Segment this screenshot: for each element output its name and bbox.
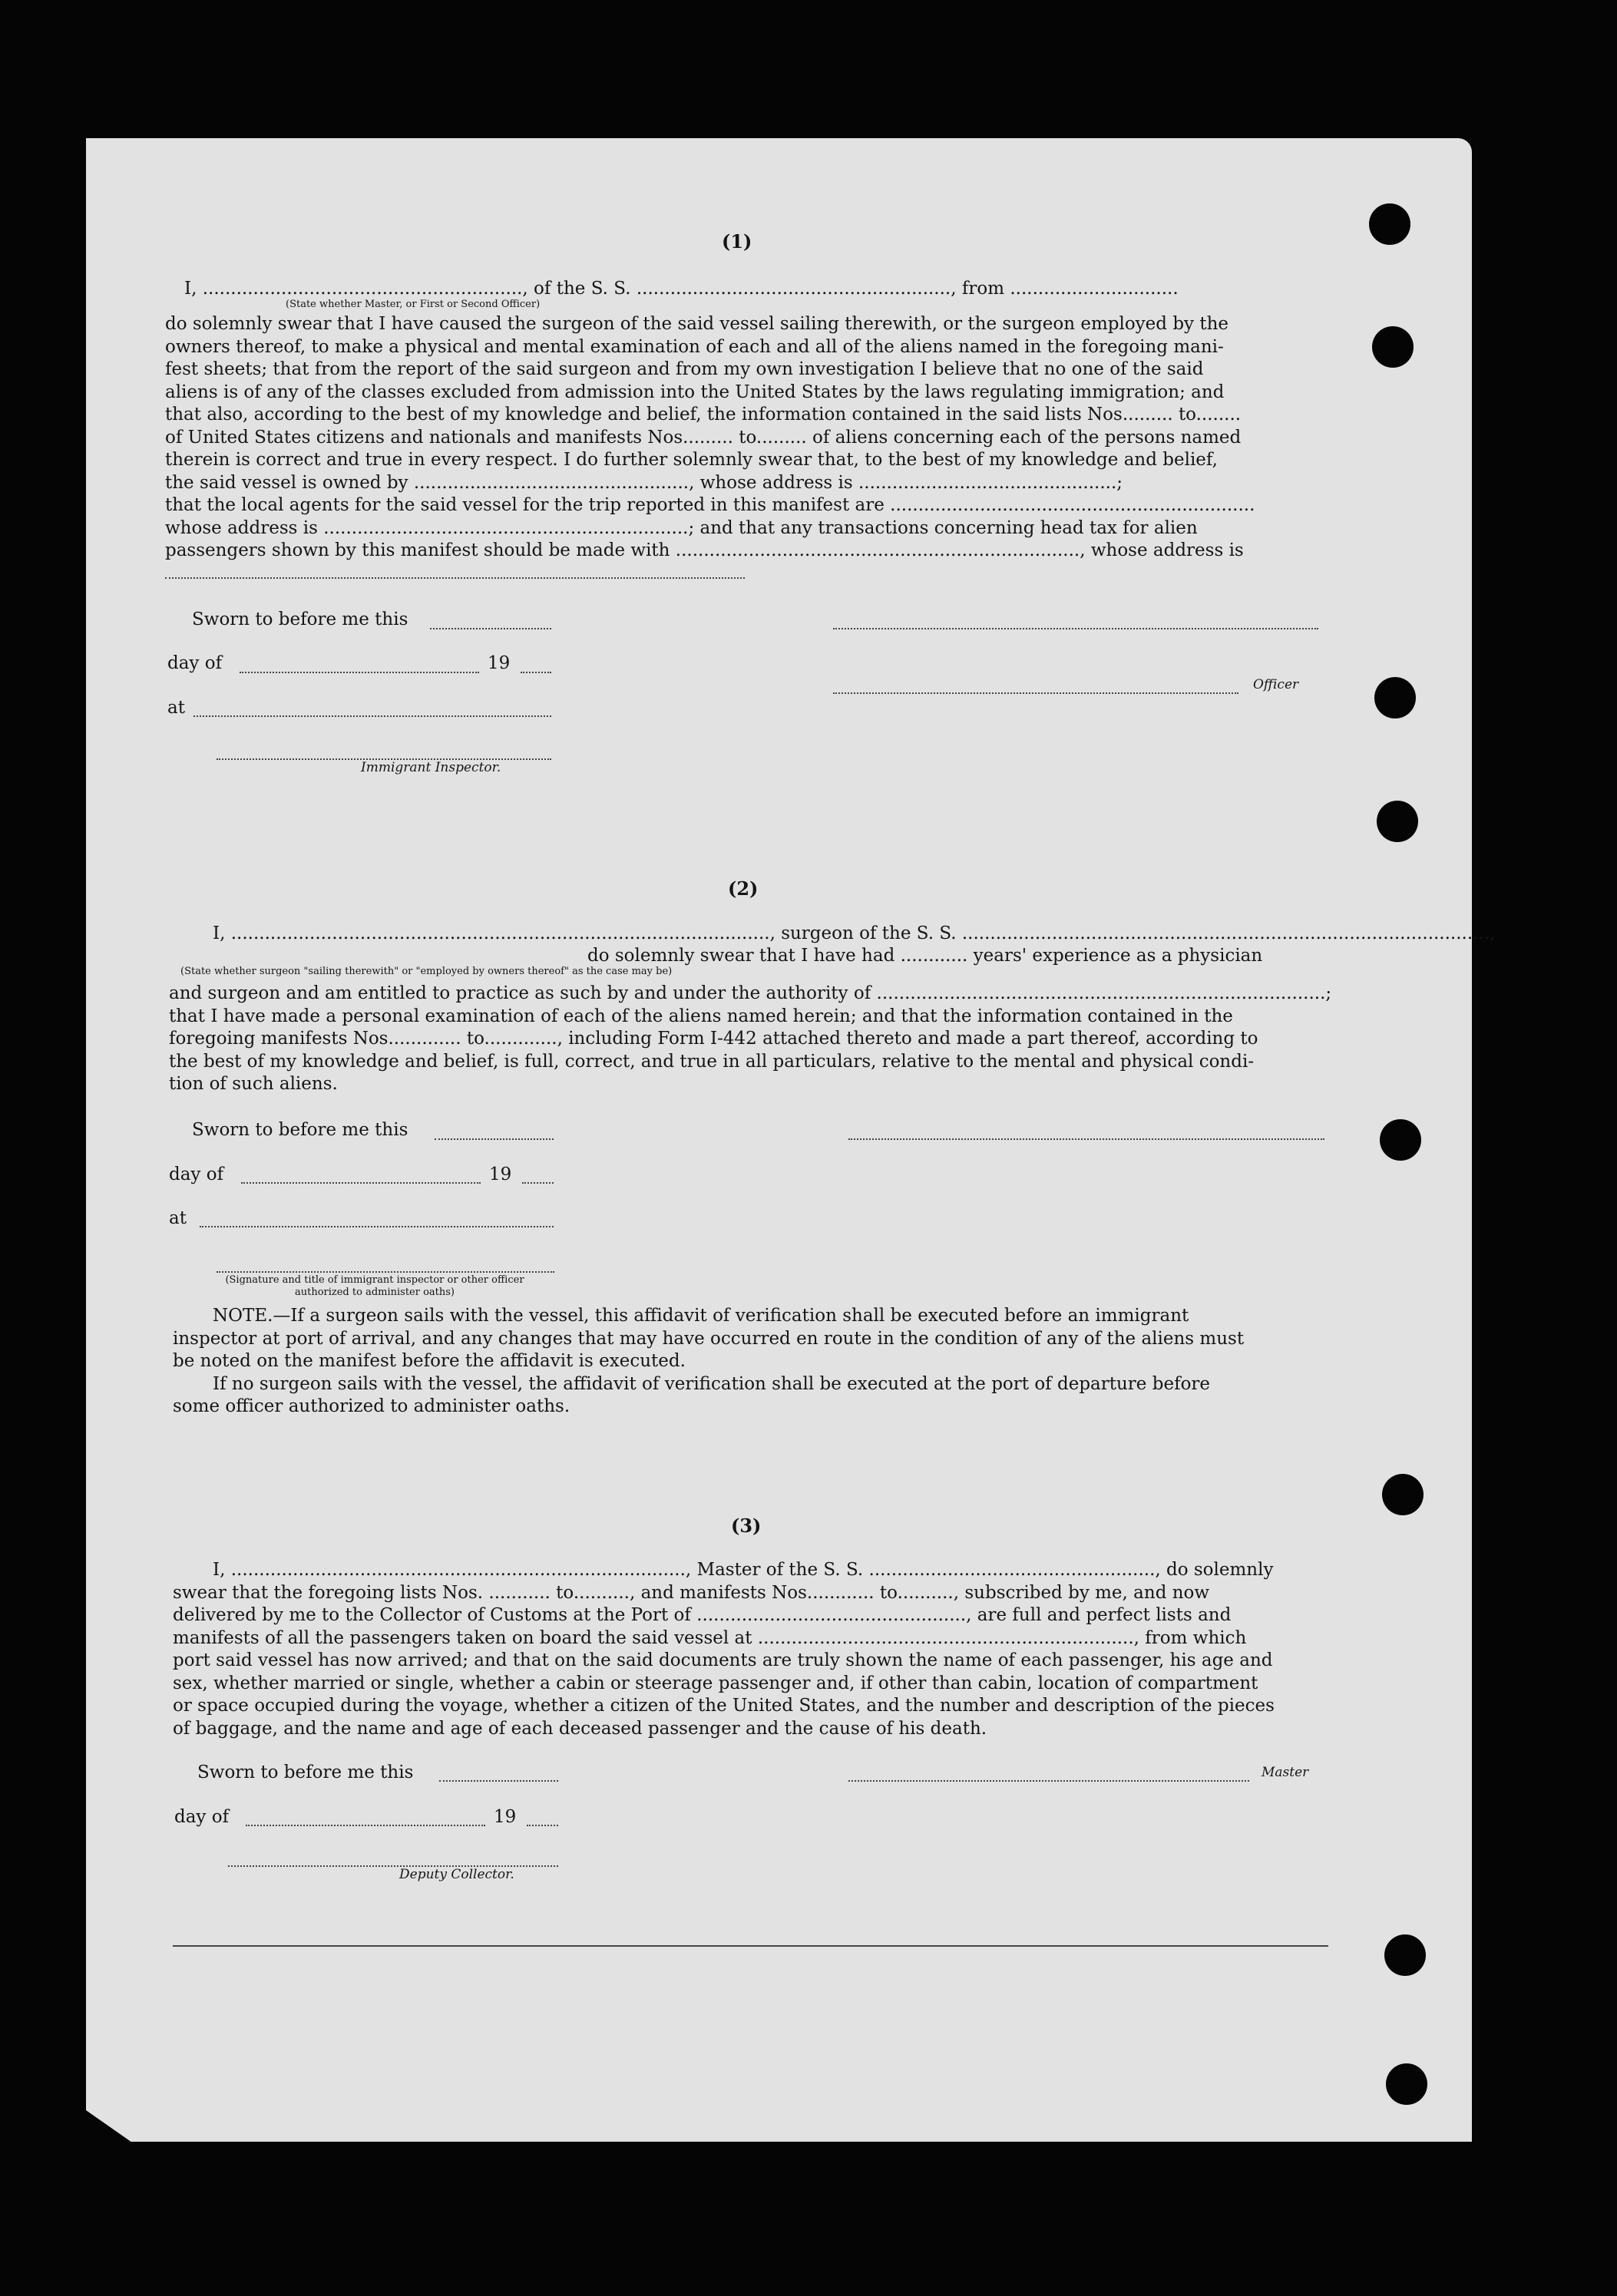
section-2-day-line <box>241 1182 481 1184</box>
section-1-inspector-caption: Immigrant Inspector. <box>361 760 501 775</box>
section-1-body <box>165 313 1324 563</box>
section-2-line-2: do solemnly swear that I have had ............ years' experience as a physician <box>587 946 1263 966</box>
section-2-note-line: some officer authorized to administer oaths. <box>173 1396 570 1416</box>
section-1-body-line: do solemnly swear that I have caused the surgeon of the said vessel sailing therewith, or the surgeon employed by the <box>165 314 1229 334</box>
section-3-year-line <box>527 1825 558 1826</box>
section-3-body-line: or space occupied during the voyage, whether a citizen of the United States, and the number and description of the pieces <box>173 1696 1275 1716</box>
section-3-master-caption: Master <box>1262 1765 1309 1780</box>
section-1-body-line: passengers shown by this manifest should be made with ........................................................................, whose address is <box>165 540 1244 560</box>
section-3-year: 19 <box>494 1807 517 1827</box>
section-1-body-line: therein is correct and true in every respect. I do further solemnly swear that, to the best of my knowledge and belief, <box>165 450 1218 470</box>
section-2-note <box>173 1305 1328 1419</box>
section-1-body-line: the said vessel is owned by ................................................., whose address is ..............................................; <box>165 472 1123 493</box>
section-3-number: (3) <box>731 1515 762 1537</box>
section-2-at-line <box>200 1226 554 1227</box>
section-3-body-line: swear that the foregoing lists Nos. ........... to.........., and manifests Nos............ to.........., subscribed by me, and now <box>173 1582 1210 1603</box>
section-3-body-line: of baggage, and the name and age of each deceased passenger and the cause of his death. <box>173 1718 987 1739</box>
section-2-body <box>169 983 1332 1096</box>
punch-hole <box>1374 677 1416 719</box>
section-1-body-line: owners thereof, to make a physical and mental examination of each and all of the aliens named in the foregoing mani- <box>165 336 1224 357</box>
section-2-note-line: NOTE.—If a surgeon sails with the vessel, this affidavit of verification shall be executed before an immigrant <box>213 1306 1189 1326</box>
section-2-at-label: at <box>169 1208 187 1228</box>
section-1-body-line: of United States citizens and nationals and manifests Nos......... to......... of aliens concerning each of the persons named <box>165 427 1242 448</box>
section-2-signature-line <box>848 1138 1324 1140</box>
section-1-body-line: whose address is .................................................................; and that any transactions concerning head tax for alien <box>165 517 1198 538</box>
section-1-address-line <box>165 577 745 579</box>
section-3-body <box>173 1559 1328 1740</box>
section-2-year-line <box>522 1182 554 1184</box>
section-1-officer-note: (State whether Master, or First or Second Officer) <box>286 299 541 310</box>
section-3-day-label: day of <box>174 1807 230 1827</box>
section-3-sworn-line <box>439 1780 558 1782</box>
section-2-year: 19 <box>489 1165 512 1184</box>
section-1-year-line <box>521 672 551 673</box>
section-2-day-label: day of <box>169 1165 224 1184</box>
section-2-body-line: foregoing manifests Nos............. to............., including Form I-442 attached thereto and made a part thereof, according to <box>169 1029 1258 1049</box>
section-1-day-line <box>240 672 479 673</box>
section-3-body-line: sex, whether married or single, whether a cabin or steerage passenger and, if other than cabin, location of compartment <box>173 1673 1258 1693</box>
section-1-body-line: aliens is of any of the classes excluded from admission into the United States by the laws regulating immigration; and <box>165 382 1225 402</box>
section-1-at-line <box>193 715 551 717</box>
section-2-note-line: inspector at port of arrival, and any changes that may have occurred en route in the condition of any of the aliens must <box>173 1328 1245 1349</box>
section-3-body-line: port said vessel has now arrived; and that on the said documents are truly shown the name of each passenger, his age and <box>173 1650 1273 1670</box>
section-2-body-line: that I have made a personal examination of each of the aliens named herein; and that the information contained in the <box>169 1006 1233 1026</box>
section-2-sworn-line <box>435 1138 554 1140</box>
section-3-body-line: delivered by me to the Collector of Customs at the Port of ................................................, are full and perfect lists and <box>173 1605 1232 1625</box>
section-2-line-1: I, ................................................................................................, surgeon of the S. S. .............................................................................................., <box>213 923 1496 943</box>
section-3-master-line <box>848 1780 1249 1782</box>
punch-hole <box>1372 326 1414 368</box>
punch-hole <box>1377 801 1418 842</box>
punch-hole <box>1369 203 1410 245</box>
section-2-body-line: tion of such aliens. <box>169 1074 338 1094</box>
section-2-inspector-line <box>217 1271 554 1273</box>
section-1-officer-line <box>833 692 1238 694</box>
section-1-sworn-line <box>430 628 551 629</box>
section-3-body-line: I, ................................................................................., Master of the S. S. ..................................................., do solemnly <box>213 1560 1274 1580</box>
section-1-line-1: I, ........................................................., of the S. S. ........................................................, from .............................. <box>184 279 1179 299</box>
section-2-sworn-label: Sworn to before me this <box>192 1120 408 1140</box>
section-1-officer-signature-line <box>833 628 1318 629</box>
section-3-day-line <box>246 1825 485 1826</box>
punch-hole <box>1386 2063 1427 2105</box>
section-1-at-label: at <box>167 698 185 718</box>
section-1-year: 19 <box>488 653 511 673</box>
section-2-signature-note: (Signature and title of immigrant inspector or other officer authorized to administer oaths) <box>225 1274 524 1298</box>
punch-hole <box>1384 1934 1426 1976</box>
section-1-body-line: that also, according to the best of my knowledge and belief, the information contained in the said lists Nos......... to........ <box>165 405 1242 425</box>
section-2-note-line: be noted on the manifest before the affidavit is executed. <box>173 1351 686 1371</box>
section-3-body-line: manifests of all the passengers taken on board the said vessel at ..................................................................., from which <box>173 1627 1247 1648</box>
punch-hole <box>1380 1119 1421 1161</box>
section-3-collector-caption: Deputy Collector. <box>399 1867 514 1882</box>
section-2-note-line: If no surgeon sails with the vessel, the affidavit of verification shall be executed at the port of departure before <box>213 1373 1211 1394</box>
section-2-body-line: the best of my knowledge and belief, is full, correct, and true in all particulars, relative to the mental and physical condi- <box>169 1051 1255 1072</box>
section-2-body-line: and surgeon and am entitled to practice as such by and under the authority of ................................................................................; <box>169 983 1332 1003</box>
section-1-body-line: fest sheets; that from the report of the said surgeon and from my own investigation I believe that no one of the said <box>165 359 1204 379</box>
section-1-officer-caption: Officer <box>1253 677 1299 692</box>
section-divider-rule <box>173 1945 1328 1947</box>
section-1-sworn-label: Sworn to before me this <box>192 610 408 629</box>
section-1-body-line: that the local agents for the said vessel for the trip reported in this manifest are ................................................................. <box>165 495 1255 515</box>
section-1-day-label: day of <box>167 653 223 673</box>
punch-hole <box>1382 1474 1424 1515</box>
section-1-number: (1) <box>722 230 752 253</box>
section-2-number: (2) <box>728 877 759 900</box>
section-3-sworn-label: Sworn to before me this <box>197 1762 414 1782</box>
section-2-surgeon-note: (State whether surgeon "sailing therewith" or "employed by owners thereof" as the case may be) <box>180 966 673 977</box>
